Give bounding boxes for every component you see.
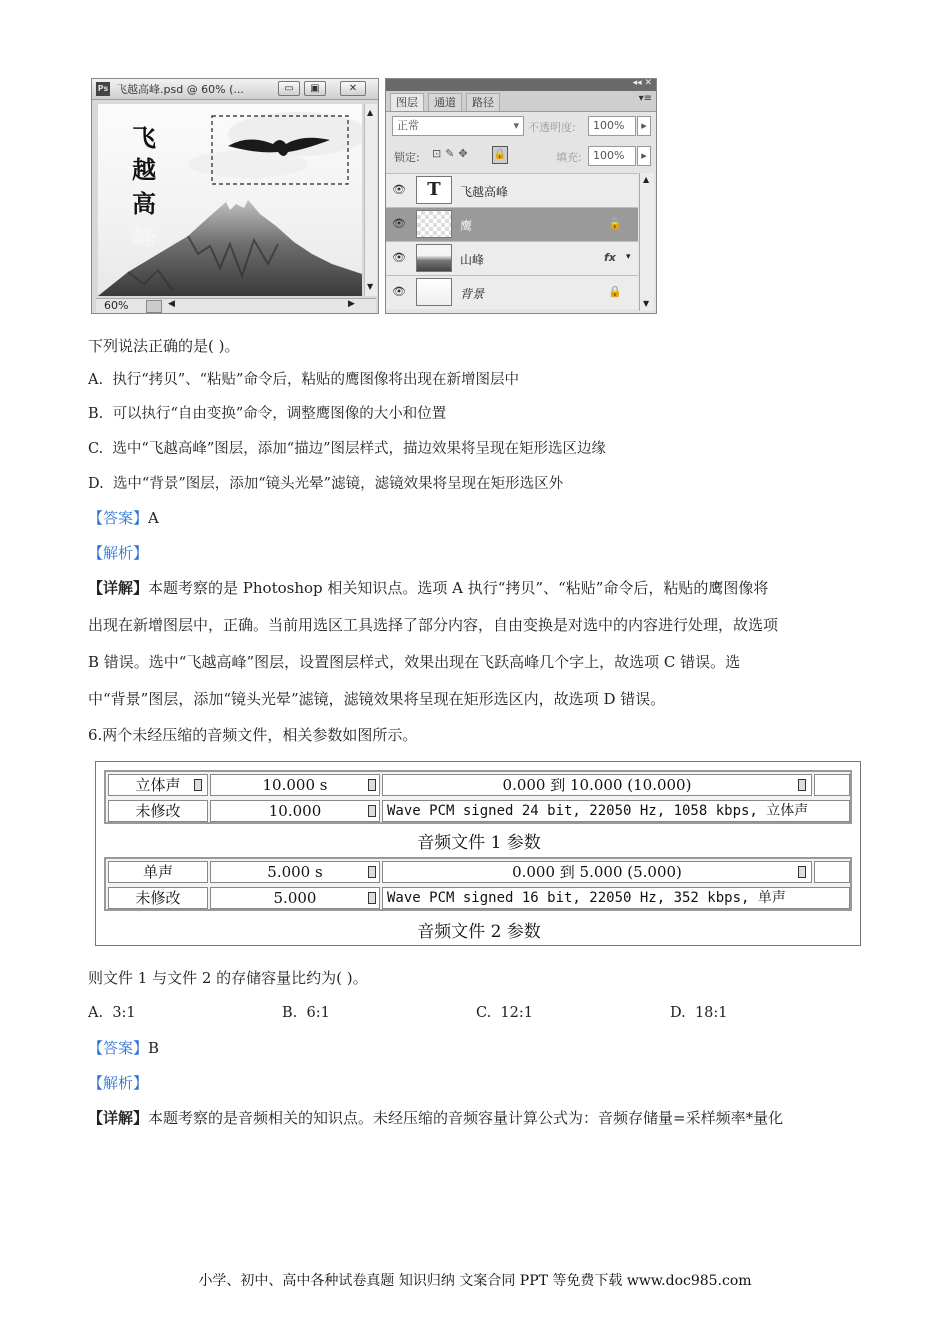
field-indicator-icon [798, 779, 806, 791]
q6-option-c [476, 1003, 533, 1023]
detail-label: 【详解】 [88, 1109, 149, 1127]
status-cell: 未修改 [108, 800, 208, 822]
fill-label: 填充: [556, 151, 582, 164]
q5-option-d [88, 474, 563, 494]
window-titlebar [92, 79, 378, 100]
scroll-right-icon[interactable]: ▶ [348, 299, 355, 309]
layer-thumb [416, 278, 452, 306]
empty-cell [814, 861, 850, 883]
zoom-level[interactable]: 60% [104, 299, 129, 312]
layer-thumb [416, 244, 452, 272]
document-canvas[interactable] [98, 104, 362, 296]
text-layer-thumb: T [416, 176, 452, 204]
format-cell: Wave PCM signed 16 bit, 22050 Hz, 352 kbps, 单声 [382, 887, 850, 909]
layer-row[interactable] [386, 275, 638, 309]
minimize-button[interactable]: ▭ [278, 81, 300, 96]
photoshop-logo-icon: Ps [96, 82, 110, 96]
length-cell: 5.000 [210, 887, 380, 909]
detail-text: 本题考察的是 Photoshop 相关知识点。选项 A 执行“拷贝”、“粘贴”命令后，粘贴的鹰图像将 [148, 579, 769, 597]
field-indicator-icon [194, 779, 202, 791]
range-cell: 0.000 到 5.000 (5.000) [382, 861, 812, 883]
option-text: 执行“拷贝”、“粘贴”命令后，粘贴的鹰图像将出现在新增图层中 [112, 372, 519, 388]
tab-paths[interactable]: 路径 [466, 93, 500, 111]
option-letter: D. [88, 476, 104, 492]
detail-label: 【详解】 [88, 579, 149, 597]
empty-cell [814, 774, 850, 796]
layer-name: 鹰 [460, 219, 473, 233]
field-indicator-icon [368, 892, 376, 904]
answer-value: A [148, 509, 159, 527]
q6-option-d [670, 1003, 728, 1023]
option-letter: A. [88, 372, 104, 388]
option-text: 12:1 [500, 1005, 533, 1021]
fill-arrow-icon[interactable]: ▸ [637, 146, 651, 166]
q6-answer [88, 1038, 159, 1058]
field-indicator-icon [368, 779, 376, 791]
option-letter: C. [476, 1005, 492, 1021]
field-indicator-icon [368, 866, 376, 878]
field-indicator-icon [368, 805, 376, 817]
eye-icon[interactable]: 👁 [392, 251, 406, 264]
q5-detail-line-4: 中“背景”图层，添加“镜头光晕”滤镜，滤镜效果将呈现在矩形选区内，故选项 D 错误。 [88, 690, 666, 708]
layer-effects-icon[interactable]: fx [604, 251, 616, 264]
q5-answer [88, 508, 159, 528]
field-indicator-icon [798, 866, 806, 878]
q6-stem: 6.两个未经压缩的音频文件，相关参数如图所示。 [88, 726, 418, 744]
scroll-up-icon[interactable]: ▲ [367, 108, 374, 117]
layer-thumb [416, 210, 452, 238]
layer-name: 山峰 [460, 253, 485, 267]
option-text: 6:1 [306, 1005, 330, 1021]
canvas-vertical-scrollbar[interactable] [364, 104, 377, 296]
artwork-char-4: 峰 [132, 223, 156, 252]
q5-analysis-label: 【解析】 [88, 544, 149, 562]
layer-name: 飞越高峰 [460, 185, 509, 199]
q5-option-b [88, 404, 446, 424]
option-text: 3:1 [112, 1005, 136, 1021]
q5-option-a [88, 370, 519, 390]
audio-file-2-panel [104, 857, 852, 911]
tab-layers[interactable]: 图层 [390, 93, 424, 111]
eye-icon[interactable]: 👁 [392, 217, 406, 230]
close-button[interactable]: ✕ [340, 81, 366, 96]
duration-cell: 5.000 s [210, 861, 380, 883]
artwork-char-3: 高 [132, 189, 156, 218]
audio-file-1-caption: 音频文件 1 参数 [417, 833, 541, 853]
opacity-input[interactable]: 100% [588, 116, 636, 136]
q6-option-a [88, 1003, 136, 1023]
q5-detail-line-1 [88, 578, 768, 598]
eye-icon[interactable]: 👁 [392, 285, 406, 298]
length-cell: 10.000 [210, 800, 380, 822]
audio-parameters-figure [95, 761, 861, 946]
scroll-left-icon[interactable]: ◀ [168, 299, 175, 309]
panel-header-bar [386, 79, 656, 91]
answer-label: 【答案】 [88, 1039, 149, 1057]
scroll-up-icon[interactable]: ▲ [643, 175, 650, 184]
opacity-label: 不透明度: [528, 121, 576, 134]
lock-all-icon[interactable]: 🔒 [492, 146, 508, 164]
blend-mode-value: 正常 [397, 119, 419, 132]
chevron-down-icon[interactable]: ▾ [626, 252, 631, 262]
window-title: 飞越高峰.psd @ 60% (... [116, 83, 244, 96]
artwork-char-2: 越 [132, 155, 156, 184]
lock-options-icons[interactable]: ⊡✎✥ [432, 147, 472, 160]
option-text: 选中“飞越高峰”图层，添加“描边”图层样式，描边效果将呈现在矩形选区边缘 [112, 441, 607, 457]
audio-file-2-caption: 音频文件 2 参数 [417, 922, 541, 942]
lock-label: 锁定: [394, 151, 420, 164]
range-cell: 0.000 到 10.000 (10.000) [382, 774, 812, 796]
q6-prompt: 则文件 1 与文件 2 的存储容量比约为( )。 [88, 969, 368, 987]
opacity-arrow-icon[interactable]: ▸ [637, 116, 651, 136]
q5-option-c [88, 439, 606, 459]
panel-menu-icon[interactable]: ▾≡ [638, 93, 652, 104]
option-letter: A. [88, 1005, 104, 1021]
option-text: 选中“背景”图层，添加“镜头光晕”滤镜，滤镜效果将呈现在矩形选区外 [112, 476, 564, 492]
eye-icon[interactable]: 👁 [392, 183, 406, 196]
option-text: 可以执行“自由变换”命令，调整鹰图像的大小和位置 [112, 406, 447, 422]
chevron-down-icon: ▾ [513, 119, 519, 132]
q5-detail-line-2: 出现在新增图层中，正确。当前用选区工具选择了部分内容，自由变换是对选中的内容进行处理，故选项 [88, 616, 779, 634]
answer-label: 【答案】 [88, 509, 149, 527]
q5-detail-line-3: B 错误。选中“飞越高峰”图层，设置图层样式，效果出现在飞跃高峰几个字上，故选项 C 错误。选 [88, 653, 741, 671]
duration-cell: 10.000 s [210, 774, 380, 796]
status-bar [96, 298, 376, 313]
option-letter: C. [88, 441, 104, 457]
photoshop-document-window [91, 78, 379, 314]
layer-row-selected[interactable] [386, 207, 638, 241]
lock-icon: 🔒 [608, 217, 622, 230]
page-footer: 小学、初中、高中各种试卷真题 知识归纳 文案合同 PPT 等免费下载 www.doc985.com [198, 1273, 752, 1289]
channel-cell: 立体声 [108, 774, 208, 796]
layers-scrollbar[interactable] [639, 173, 654, 311]
artwork-char-1: 飞 [132, 123, 156, 152]
format-cell: Wave PCM signed 24 bit, 22050 Hz, 1058 kbps, 立体声 [382, 800, 850, 822]
lock-icon: 🔒 [608, 285, 622, 298]
scroll-down-icon[interactable]: ▼ [643, 299, 650, 308]
layer-row[interactable] [386, 241, 638, 275]
panel-collapse-icon[interactable]: ◂◂ ✕ [632, 78, 652, 88]
channel-cell: 单声 [108, 861, 208, 883]
panel-tabs [386, 91, 656, 112]
blend-mode-select[interactable] [392, 116, 524, 136]
option-letter: B. [282, 1005, 298, 1021]
layer-name: 背景 [460, 287, 485, 301]
answer-value: B [148, 1039, 160, 1057]
q6-detail-line-1 [88, 1108, 783, 1128]
detail-text: 本题考察的是音频相关的知识点。未经压缩的音频容量计算公式为：音频存储量=采样频率*量化 [148, 1109, 784, 1127]
layer-row[interactable] [386, 173, 638, 207]
option-text: 18:1 [694, 1005, 728, 1021]
option-letter: D. [670, 1005, 686, 1021]
fill-input[interactable]: 100% [588, 146, 636, 166]
tab-channels[interactable]: 通道 [428, 93, 462, 111]
audio-file-1-panel [104, 770, 852, 824]
maximize-button[interactable]: ▣ [304, 81, 326, 96]
q5-prompt: 下列说法正确的是( )。 [88, 337, 240, 355]
layers-panel [385, 78, 657, 314]
q6-analysis-label: 【解析】 [88, 1074, 149, 1092]
q6-option-b [282, 1003, 330, 1023]
option-letter: B. [88, 406, 104, 422]
scroll-down-icon[interactable]: ▼ [367, 282, 374, 291]
status-cell: 未修改 [108, 887, 208, 909]
status-menu-icon[interactable] [146, 300, 162, 313]
